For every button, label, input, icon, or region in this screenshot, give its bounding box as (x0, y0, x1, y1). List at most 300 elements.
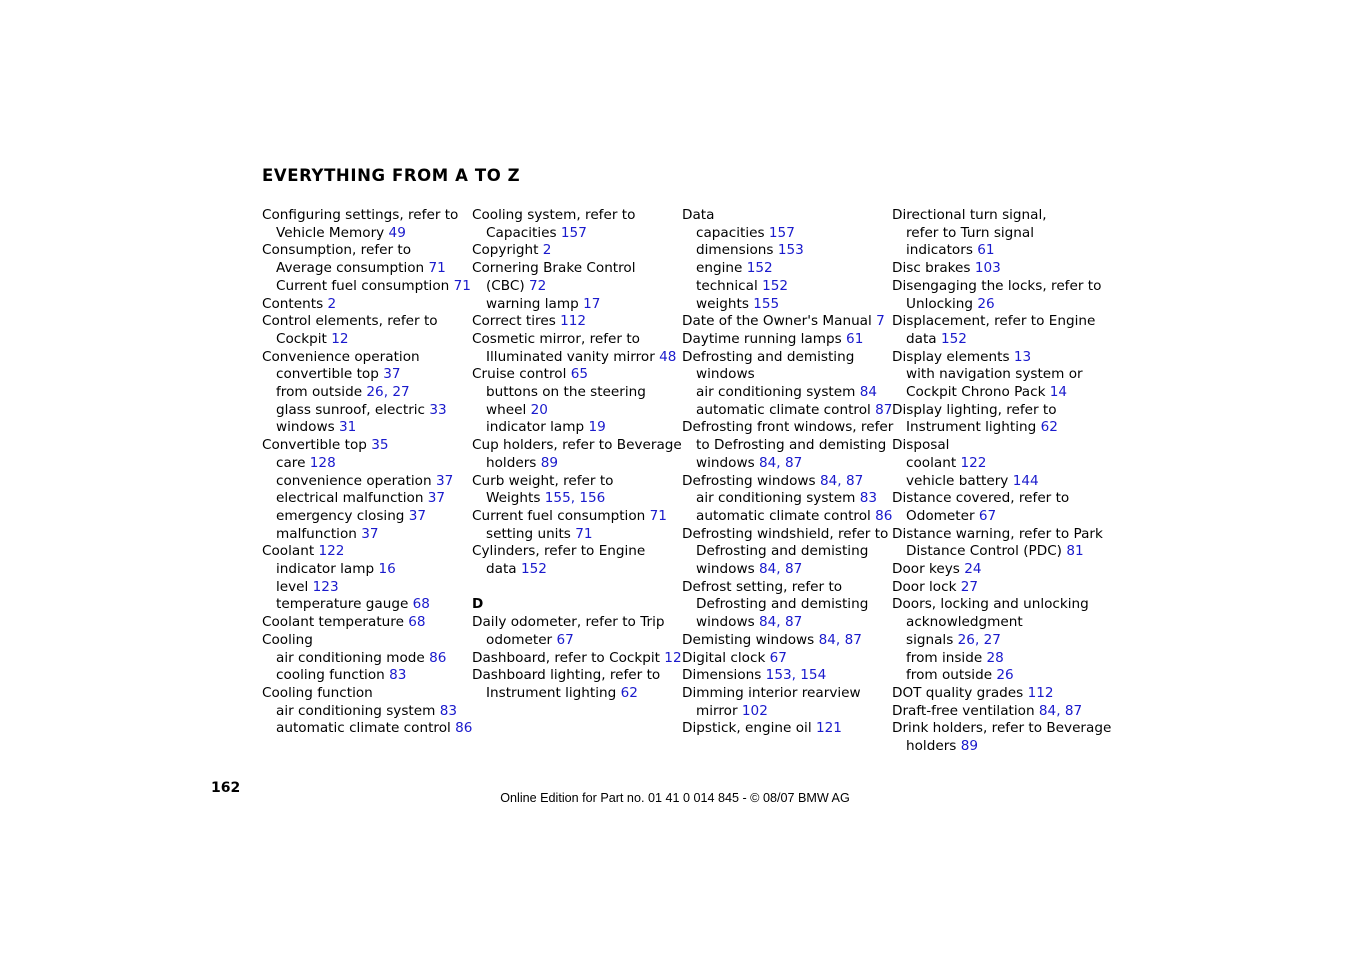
index-entry-text: Illuminated vanity mirror (486, 348, 660, 365)
index-entry (472, 331, 677, 349)
index-entry-text: windows (696, 454, 759, 471)
page-link[interactable]: 84 (758, 454, 777, 471)
index-entry (472, 349, 677, 367)
index-entry (892, 207, 1097, 225)
index-entry-text: automatic climate control (696, 401, 876, 418)
index-entry-text: windows (696, 614, 759, 631)
page-link[interactable]: 26 (957, 631, 975, 648)
page-link[interactable]: 87 (784, 454, 803, 471)
page-link[interactable]: 155 (753, 295, 780, 312)
index-entry (262, 596, 467, 614)
index-entry (472, 225, 677, 243)
index-entry-text: refer to Turn signal (906, 224, 1035, 241)
page-link[interactable]: 61 (977, 242, 995, 259)
index-entry (892, 561, 1097, 579)
page-link[interactable]: 67 (556, 631, 574, 648)
index-entry (682, 650, 887, 668)
index-entry (682, 349, 887, 367)
index-entry (472, 313, 677, 331)
index-entry-text: Disc brakes (892, 260, 975, 277)
index-entry (472, 561, 677, 579)
page-link[interactable]: 123 (312, 578, 339, 595)
index-entry-text: holders (486, 454, 541, 471)
index-entry (682, 632, 887, 650)
page-link[interactable]: 16 (378, 561, 396, 578)
index-entry (892, 720, 1112, 738)
index-entry-text: acknowledgment (906, 614, 1023, 631)
page-link[interactable]: 49 (388, 224, 406, 241)
index-entry (682, 207, 887, 225)
index-entry-text: Data (682, 207, 715, 223)
index-entry-text: Vehicle Memory (276, 224, 389, 241)
index-entry-text: coolant (906, 454, 961, 471)
index-entry (682, 685, 887, 703)
index-entry-text: vehicle battery (906, 472, 1013, 489)
index-entry (262, 277, 471, 296)
index-entry (892, 703, 1097, 721)
index-entry-text: Daily odometer, refer to Trip (472, 614, 665, 631)
index-entry (682, 667, 887, 685)
index-entry (892, 596, 1097, 614)
index-entry (682, 331, 887, 349)
index-entry-text: Displacement, refer to Engine (892, 313, 1096, 330)
index-entry (472, 366, 677, 384)
index-entry (262, 508, 467, 526)
page-link[interactable]: 157 (768, 224, 795, 241)
index-entry (262, 437, 467, 455)
index-column-3 (682, 207, 894, 738)
index-entry-text: electrical malfunction (276, 490, 428, 507)
page-title: EVERYTHING FROM A TO Z (262, 166, 521, 185)
index-entry (892, 313, 1097, 331)
page-link[interactable]: 26 (996, 667, 1014, 684)
index-entry (682, 561, 887, 579)
index-column-1 (262, 207, 473, 738)
index-entry-text: Cockpit (276, 330, 332, 347)
index-entry (892, 455, 1097, 473)
page-link[interactable]: 84 (758, 561, 777, 578)
page-link[interactable]: 87 (875, 401, 893, 418)
index-entry (262, 685, 467, 703)
page-link[interactable]: 103 (974, 260, 1001, 277)
page-link[interactable]: 35 (371, 437, 389, 454)
index-entry (892, 277, 1102, 296)
page-link[interactable]: 71 (649, 507, 667, 524)
index-entry (472, 419, 677, 437)
page-link[interactable]: 27 (960, 578, 979, 595)
index-entry-text: Instrument lighting (906, 419, 1041, 436)
index-entry-text: Draft-free ventilation (892, 702, 1039, 719)
index-entry (472, 384, 677, 402)
index-entry-text: Defrosting and demisting (696, 596, 869, 613)
index-entry (472, 490, 677, 508)
page-link[interactable]: 62 (1040, 419, 1058, 436)
index-entry-text: weights (696, 295, 754, 312)
index-entry-text: Cooling function (262, 684, 373, 701)
index-entry (472, 207, 677, 225)
index-entry-text: from outside (276, 384, 367, 401)
index-entry (892, 473, 1097, 491)
page-link[interactable]: 112 (1027, 684, 1054, 701)
page-link[interactable]: 84 (819, 472, 838, 489)
page-link[interactable]: 31 (338, 419, 357, 436)
index-entry (892, 296, 1097, 314)
index-entry-text: indicators (906, 242, 978, 259)
index-entry (892, 508, 1097, 526)
index-entry (682, 419, 894, 437)
index-entry (472, 402, 677, 420)
index-entry (682, 366, 887, 384)
index-entry (892, 632, 1097, 650)
index-entry-text: Coolant temperature (262, 614, 409, 631)
page-link[interactable]: 87 (784, 614, 803, 631)
index-entry-text: Dipstick, engine oil (682, 720, 816, 737)
index-entry-text: Defrost setting, refer to (682, 578, 843, 595)
index-entry-text: Defrosting and demisting (682, 348, 855, 365)
index-entry-text: air conditioning system (696, 384, 860, 401)
index-entry (682, 313, 887, 331)
index-entry-text: engine (696, 260, 747, 277)
page-link[interactable]: 86 (875, 507, 893, 524)
page-link[interactable]: 68 (412, 596, 430, 613)
page-link-separator: , (383, 384, 393, 401)
page-link[interactable]: 67 (978, 507, 997, 524)
index-entry (262, 650, 467, 668)
index-entry (892, 225, 1097, 243)
index-entry (892, 366, 1097, 384)
index-entry-text: windows (276, 419, 339, 436)
page-link[interactable]: 122 (960, 454, 987, 471)
page-link[interactable]: 71 (453, 277, 471, 294)
index-entry-text: indicator lamp (276, 561, 379, 578)
page-link-separator: , (974, 631, 984, 648)
page-link[interactable]: 83 (439, 702, 457, 719)
index-entry (892, 331, 1097, 349)
index-entry-text: Distance covered, refer to (892, 490, 1070, 507)
index-entry-text: Odometer (906, 507, 979, 524)
page-link[interactable]: 152 (746, 260, 773, 277)
page-link[interactable]: 27 (392, 384, 410, 401)
index-entry-text: convertible top (276, 366, 384, 383)
index-entry-text: Cylinders, refer to Engine (472, 543, 646, 560)
footer-text: Online Edition for Part no. 01 41 0 014 845 - © 08/07 BMW AG (500, 791, 850, 805)
index-entry (472, 296, 677, 314)
index-entry-text: Distance Control (PDC) (906, 543, 1067, 560)
index-entry (682, 384, 887, 402)
page-link[interactable]: 2 (542, 242, 552, 259)
page-link[interactable]: 33 (429, 401, 447, 418)
index-entry-text: Weights (486, 490, 545, 507)
page-link-separator: , (1056, 702, 1065, 719)
page-link[interactable]: 37 (383, 366, 401, 383)
index-entry-text: Copyright (472, 242, 543, 259)
page-link[interactable]: 2 (327, 295, 337, 312)
index-entry-text: Cooling (262, 631, 313, 648)
index-entry-text: Display elements (892, 348, 1014, 365)
page-link-separator: , (776, 614, 785, 631)
index-entry-text: Drink holders, refer to Beverage (892, 720, 1112, 737)
index-entry (892, 402, 1097, 420)
index-entry-text: Demisting windows (682, 631, 819, 648)
index-entry-text: air conditioning system (276, 702, 440, 719)
index-entry (262, 384, 467, 402)
page-link[interactable]: 71 (575, 525, 593, 542)
page-link[interactable]: 152 (762, 277, 789, 294)
index-entry (892, 543, 1097, 561)
index-entry-text: wheel (486, 401, 531, 418)
index-entry-text: Dashboard lighting, refer to (472, 667, 661, 684)
page-link[interactable]: 157 (560, 224, 587, 241)
page-link[interactable]: 24 (964, 561, 982, 578)
index-entry (262, 543, 467, 561)
index-entry-text: with navigation system or (906, 366, 1083, 383)
page-link[interactable]: 152 (940, 330, 967, 347)
page-link[interactable]: 19 (588, 419, 606, 436)
index-entry (262, 614, 467, 632)
page-link[interactable]: 71 (428, 260, 446, 277)
index-entry (892, 685, 1097, 703)
index-entry-text: Disengaging the locks, refer to (892, 277, 1102, 294)
index-entry (682, 455, 887, 473)
index-entry-text: Curb weight, refer to (472, 472, 614, 489)
index-entry (262, 526, 467, 544)
index-entry (892, 525, 1103, 544)
index-entry-text: air conditioning mode (276, 649, 430, 666)
page-link[interactable]: 121 (815, 720, 842, 737)
page-link-separator: , (837, 472, 846, 489)
page-link[interactable]: 87 (845, 472, 864, 489)
index-entry (262, 242, 467, 260)
index-entry (262, 331, 467, 349)
index-entry (262, 402, 467, 420)
page-link[interactable]: 81 (1066, 543, 1084, 560)
index-entry (892, 738, 1097, 756)
page-link-separator: , (791, 667, 801, 684)
page-link[interactable]: 65 (570, 366, 588, 383)
page-link[interactable]: 72 (529, 277, 547, 294)
index-entry (682, 242, 887, 260)
index-entry (472, 278, 677, 296)
index-entry-text: Instrument lighting (486, 684, 621, 701)
index-entry (262, 579, 467, 597)
index-entry-text: signals (906, 631, 958, 648)
page-link[interactable]: 68 (408, 614, 426, 631)
index-entry (682, 543, 887, 561)
index-entry-text: Defrosting windshield, refer to (682, 525, 889, 542)
index-entry-text: Cruise control (472, 366, 571, 383)
index-entry-text: Dimensions (682, 667, 766, 684)
page-link[interactable]: 84 (1038, 702, 1057, 719)
index-entry-text: Unlocking (906, 295, 978, 312)
page-link[interactable]: 122 (318, 543, 345, 560)
page-link[interactable]: 37 (435, 472, 454, 489)
index-entry (892, 490, 1097, 508)
index-entry-text: to Defrosting and demisting (696, 437, 887, 454)
index-entry (262, 561, 467, 579)
index-entry-text: Coolant (262, 543, 319, 560)
index-column-2 (472, 207, 682, 703)
index-entry-text: Current fuel consumption (472, 507, 650, 524)
index-entry-text: warning lamp (486, 295, 584, 312)
index-entry-text: windows (696, 366, 755, 383)
page-link[interactable]: 102 (741, 702, 768, 719)
page-link[interactable]: 84 (818, 631, 836, 648)
index-entry (472, 260, 677, 278)
page-link[interactable]: 83 (859, 490, 877, 507)
page-link[interactable]: 87 (844, 631, 862, 648)
index-entry (682, 225, 887, 243)
index-entry (262, 207, 467, 225)
index-entry (682, 579, 887, 597)
index-entry-text: Date of the Owner's Manual (682, 313, 877, 330)
page-link[interactable]: 28 (986, 649, 1004, 666)
index-entry-text: DOT quality grades (892, 684, 1028, 701)
index-entry-text: D (472, 596, 484, 613)
page-number: 162 (211, 780, 241, 796)
index-entry (472, 632, 677, 650)
index-entry-text: capacities (696, 224, 769, 241)
page-link[interactable]: 14 (1049, 384, 1068, 401)
index-entry-text: Capacities (486, 224, 561, 241)
page-link[interactable]: 12 (664, 649, 682, 666)
index-entry (682, 526, 887, 544)
page-link[interactable]: 83 (389, 667, 407, 684)
index-entry-text: odometer (486, 631, 557, 648)
page-link[interactable]: 155 (544, 490, 571, 507)
page-link[interactable]: 112 (560, 313, 587, 330)
index-entry-text: holders (906, 738, 961, 755)
index-entry-text: Digital clock (682, 649, 770, 666)
index-entry-text: malfunction (276, 525, 362, 542)
index-entry (262, 632, 467, 650)
index-entry (682, 614, 887, 632)
page-link-separator: , (835, 631, 845, 648)
index-entry-text: convenience operation (276, 472, 436, 489)
index-entry (892, 614, 1097, 632)
page-link[interactable]: 87 (784, 561, 803, 578)
index-entry (262, 455, 467, 473)
index-entry (892, 437, 1097, 455)
index-entry-text: Door keys (892, 561, 965, 578)
index-entry (262, 225, 467, 243)
index-entry (472, 473, 677, 491)
page-link[interactable]: 144 (1012, 472, 1039, 489)
index-entry (892, 650, 1097, 668)
index-entry (472, 543, 677, 561)
index-entry-text: Current fuel consumption (276, 277, 454, 294)
page-link[interactable]: 153 (777, 242, 804, 259)
page-link[interactable]: 62 (620, 684, 638, 701)
index-entry-text: Display lighting, refer to (892, 401, 1057, 418)
page-link[interactable]: 37 (408, 507, 427, 524)
page-link[interactable]: 89 (540, 454, 559, 471)
index-entry (892, 384, 1097, 402)
page-link[interactable]: 27 (983, 631, 1001, 648)
index-entry (472, 242, 677, 260)
page-link[interactable]: 48 (659, 348, 677, 365)
page-link[interactable]: 128 (309, 454, 336, 471)
index-entry (262, 260, 467, 278)
page-link[interactable]: 37 (427, 490, 446, 507)
index-entry (472, 508, 677, 526)
index-entry-text: care (276, 454, 310, 471)
index-entry (262, 366, 467, 384)
index-entry-text: Cup holders, refer to Beverage (472, 437, 682, 454)
page-link[interactable]: 86 (429, 649, 447, 666)
index-entry (262, 720, 473, 738)
page-link[interactable]: 12 (331, 330, 349, 347)
index-entry-text: emergency closing (276, 507, 409, 524)
index-entry (682, 596, 887, 614)
index-entry (262, 349, 467, 367)
page-link[interactable]: 89 (960, 738, 979, 755)
index-entry-text: Configuring settings, refer to (262, 207, 459, 223)
index-entry (472, 667, 677, 685)
index-entry-text: setting units (486, 525, 576, 542)
index-entry (262, 473, 467, 491)
index-letter-heading (472, 596, 677, 614)
index-entry (682, 703, 887, 721)
page-link[interactable]: 37 (361, 525, 379, 542)
index-entry-text: Average consumption (276, 260, 429, 277)
index-entry-text: air conditioning system (696, 490, 860, 507)
index-entry (892, 349, 1097, 367)
index-entry (682, 278, 887, 296)
index-entry-text: Convertible top (262, 437, 372, 454)
page-link[interactable]: 26 (977, 295, 995, 312)
index-column-4 (892, 207, 1112, 756)
index-entry (892, 667, 1097, 685)
page-link[interactable]: 7 (876, 313, 885, 330)
index-entry (682, 260, 887, 278)
index-entry (682, 507, 893, 526)
page-link[interactable]: 153 (765, 667, 792, 684)
index-entry (472, 685, 677, 703)
index-entry-text: (CBC) (486, 277, 529, 294)
page-link[interactable]: 152 (520, 561, 547, 578)
page-link[interactable]: 13 (1013, 348, 1032, 365)
index-entry-text: Daytime running lamps (682, 330, 847, 347)
page-link[interactable]: 61 (846, 330, 864, 347)
index-entry-text: Control elements, refer to (262, 313, 438, 330)
index-entry-text: Doors, locking and unlocking (892, 596, 1089, 613)
page-link[interactable]: 154 (800, 667, 827, 684)
index-entry-text: Defrosting front windows, refer (682, 419, 894, 436)
index-entry-text: Cornering Brake Control (472, 260, 636, 277)
page-link-separator: , (570, 490, 580, 507)
page-link[interactable]: 17 (583, 295, 601, 312)
page-link[interactable]: 156 (579, 490, 606, 507)
index-entry (472, 649, 682, 668)
index-entry (682, 437, 887, 455)
index-entry-text: data (906, 330, 941, 347)
index-entry-text: automatic climate control (696, 507, 876, 524)
page-link[interactable]: 84 (758, 614, 777, 631)
index-entry-text: Door lock (892, 578, 961, 595)
index-entry-text: buttons on the steering (486, 384, 646, 401)
index-entry-text: Correct tires (472, 313, 561, 330)
page-link[interactable]: 87 (1064, 702, 1083, 719)
page-link[interactable]: 84 (859, 384, 877, 401)
index-entry-text: Convenience operation (262, 348, 420, 365)
page-link[interactable]: 26 (366, 384, 384, 401)
page-link[interactable]: 20 (530, 401, 548, 418)
page-link[interactable]: 67 (769, 649, 787, 666)
page-link[interactable]: 86 (455, 720, 473, 737)
index-entry-text: Cockpit Chrono Pack (906, 384, 1050, 401)
index-entry (262, 703, 467, 721)
index-entry-text: Directional turn signal, (892, 207, 1047, 223)
